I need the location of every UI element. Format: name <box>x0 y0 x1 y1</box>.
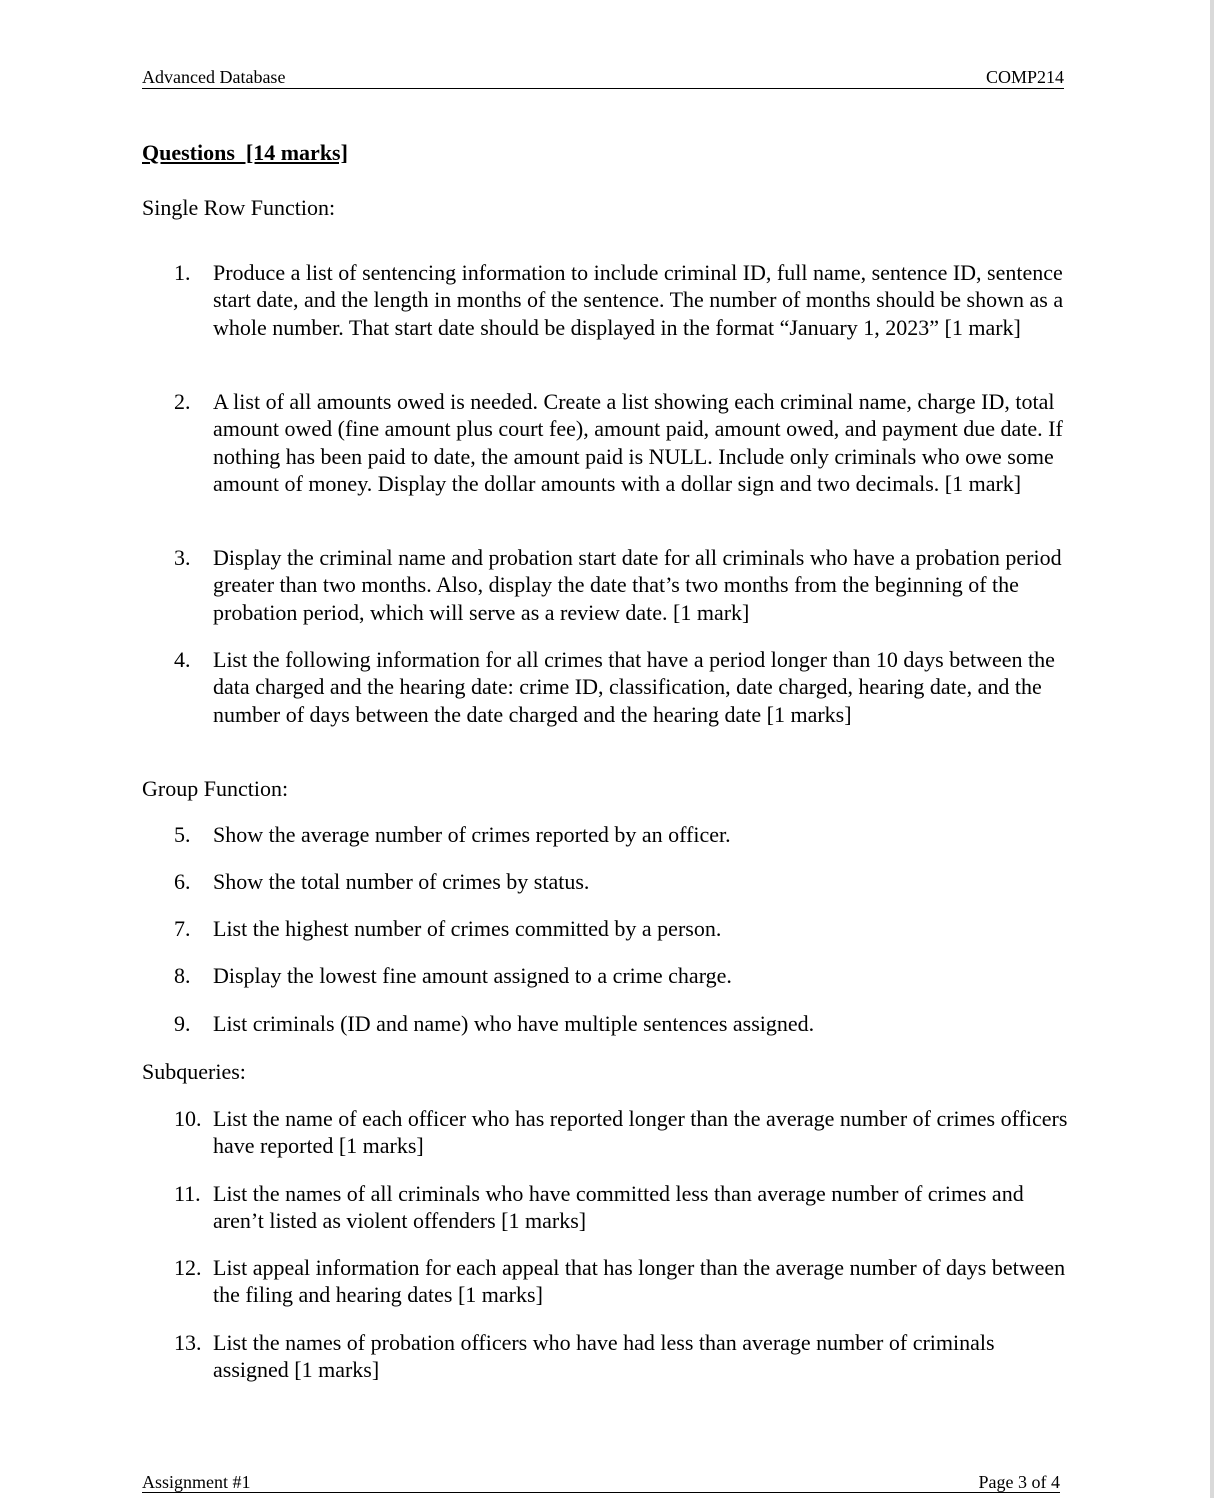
question-text: Display the criminal name and probation start date for all criminals who have a probation period greater than two months. Also, display the date that’s two months from the beginning of the probation period, which will serve as a review date. [1 mark] <box>213 545 1062 625</box>
question-text: A list of all amounts owed is needed. Create a list showing each criminal name, charge ID, total amount owed (fine amount plus court fee), amount paid, amount owed, and payment due date. If nothing has been paid to date, the amount paid is NULL. Include only criminals who owe some amount of money. Display the dollar amounts with a dollar sign and two decimals. [1 mark] <box>213 389 1063 496</box>
question-number: 1. <box>174 260 191 285</box>
question-item <box>174 962 1074 989</box>
question-number: 7. <box>174 916 191 941</box>
course-code: COMP214 <box>985 67 1064 87</box>
question-item <box>174 915 1074 942</box>
question-text: Show the average number of crimes reported by an officer. <box>213 822 731 847</box>
question-text: List the highest number of crimes committed by a person. <box>213 916 722 941</box>
question-number: 12. <box>174 1255 202 1280</box>
question-item <box>174 1105 1074 1160</box>
question-number: 13. <box>174 1330 202 1355</box>
page-header <box>142 66 1064 89</box>
question-item <box>174 259 1074 341</box>
question-number: 11. <box>174 1181 201 1206</box>
page-footer <box>142 1471 1060 1493</box>
section-group: Group Function: <box>142 776 289 801</box>
question-item <box>174 388 1074 497</box>
question-text: List the names of probation officers who have had less than average number of criminals assigned [1 marks] <box>213 1330 995 1383</box>
page-number: Page 3 of 4 <box>978 1472 1060 1492</box>
question-text: List the names of all criminals who have committed less than average number of crimes and aren’t listed as violent offenders [1 marks] <box>213 1181 1024 1234</box>
question-text: Show the total number of crimes by status. <box>213 869 590 894</box>
question-text: List the following information for all crimes that have a period longer than 10 days between the data charged and the hearing date: crime ID, classification, date charged, hearing date, and the number of days between the date charged and the hearing date [1 marks] <box>213 647 1055 727</box>
question-item <box>174 1010 1074 1037</box>
section-subqueries: Subqueries: <box>142 1059 246 1084</box>
question-number: 9. <box>174 1011 191 1036</box>
question-text: List appeal information for each appeal that has longer than the average number of days between the filing and hearing dates [1 marks] <box>213 1255 1066 1308</box>
question-item <box>174 544 1074 626</box>
assignment-label: Assignment #1 <box>142 1472 251 1492</box>
question-text: Produce a list of sentencing information to include criminal ID, full name, sentence ID, sentence start date, and the length in months of the sentence. The number of months should be shown as a whole number. That start date should be displayed in the format “January 1, 2023” [1 mark] <box>213 260 1064 340</box>
question-number: 8. <box>174 963 191 988</box>
questions-title: Questions [14 marks] <box>142 140 348 165</box>
question-text: List criminals (ID and name) who have multiple sentences assigned. <box>213 1011 815 1036</box>
question-item <box>174 868 1074 895</box>
question-item <box>174 1254 1074 1309</box>
question-number: 10. <box>174 1106 202 1131</box>
question-text: List the name of each officer who has reported longer than the average number of crimes officers have reported [1 marks] <box>213 1106 1068 1159</box>
question-number: 4. <box>174 647 191 672</box>
question-item <box>174 821 1074 848</box>
question-item <box>174 1329 1074 1384</box>
page-edge <box>1210 0 1214 1498</box>
question-number: 2. <box>174 389 191 414</box>
question-number: 6. <box>174 869 191 894</box>
course-name: Advanced Database <box>142 67 286 87</box>
question-number: 3. <box>174 545 191 570</box>
question-number: 5. <box>174 822 191 847</box>
section-single-row: Single Row Function: <box>142 195 336 220</box>
question-item <box>174 1180 1074 1235</box>
question-text: Display the lowest fine amount assigned to a crime charge. <box>213 963 732 988</box>
question-item <box>174 646 1074 728</box>
